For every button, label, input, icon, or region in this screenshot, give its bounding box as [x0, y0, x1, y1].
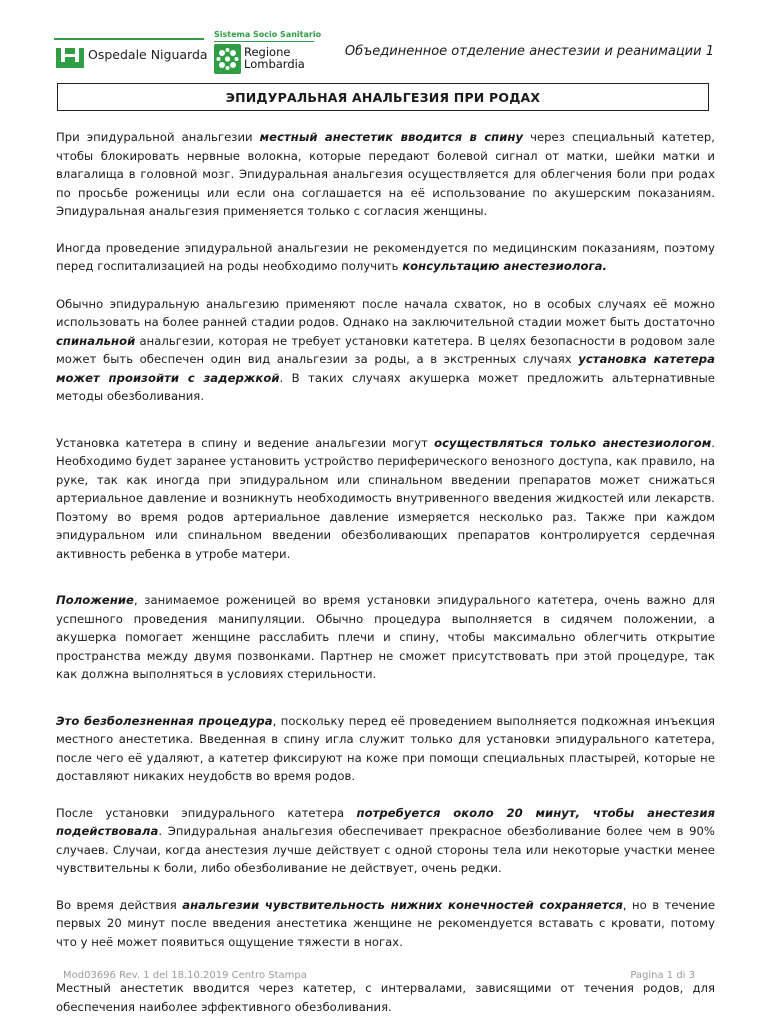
paragraph [56, 239, 715, 276]
body-text: анальгезии, которая не требует установки катетера. В целях безопасности в родовом зале может быть обеспечен один вид анальгезии за роды, а в экстренных случаях [56, 333, 715, 366]
department-name: Объединенное отделение анестезии и реанимации 1 [344, 44, 714, 59]
paragraph [56, 979, 715, 1016]
document-title: ЭПИДУРАЛЬНАЯ АНАЛЬГЕЗИЯ ПРИ РОДАХ [225, 89, 541, 105]
emphasis-text: Это безболезненная процедура [56, 713, 273, 728]
paragraph [56, 295, 715, 406]
emphasis-text: Положение [56, 593, 134, 607]
emphasis-text: осуществляться только анестезиологом [434, 435, 712, 450]
paragraph [56, 712, 715, 786]
body-text: При эпидуральной анальгезии [56, 130, 260, 144]
body-text: через специальный катетер, чтобы блокировать нервные волокна, которые передают болевой сигнал от матки, шейки матки и влагалища в головной мозг. Эпидуральная анальгезия осуществляется для облегчения боли при родах по просьбе роженицы или если она соглашается на её использование по акушерским показаниям. Эпидуральная анальгезия применяется только с согласия женщины. [56, 130, 715, 218]
body-text: Иногда проведение эпидуральной анальгезии не рекомендуется по медицинским показаниям, поэтому перед госпитализацией на роды необходимо получить [56, 240, 715, 273]
body-text: . В таких случаях акушерка может предложить альтернативные методы обезболивания. [56, 370, 715, 403]
niguarda-brand [54, 28, 214, 74]
hospital-name: Ospedale Niguarda [88, 47, 208, 62]
body-text: . Необходимо будет заранее установить устройство периферического венозного доступа, как правило, на руке, так как иногда при эпидуральном или спинальном введении препаратов может снижаться артериальное давление и возникнуть необходимость внутривенного введения жидкостей или лекарств. Поэтому во время родов артериальное давление измеряется несколько раз. Также при каждом эпидуральном или спинальном введении обезболивающих препаратов контролируется сердечная активность ребенка в утробе матери. [56, 435, 715, 561]
document-title-box [57, 83, 709, 111]
region-name-line2: Lombardia [244, 57, 305, 71]
niguarda-green-rule [54, 38, 204, 40]
document-body [56, 128, 715, 1016]
emphasis-text: анальгезии чувствительность нижних конечностей сохраняется [182, 897, 623, 912]
emphasis-text: местный анестетик вводится в спину [259, 130, 524, 144]
niguarda-logo-icon [56, 46, 84, 68]
system-label: Sistema Socio Sanitario [214, 30, 322, 39]
paragraph [56, 128, 715, 221]
body-text: , занимаемое роженицей во время установки эпидурального катетера, очень важно для успешного проведения манипуляции. Обычно процедура выполняется в сидячем положении, а акушерка помогает женщине расслабить плечи и спину, чтобы максимально облегчить открытие пространства между двумя позвонками. Партнер не сможет присутствовать при этой процедуре, так как должна выполняться в условиях стерильности. [56, 593, 715, 681]
emphasis-text: спинальной [56, 333, 136, 348]
body-text: , поскольку перед её проведением выполняется подкожная инъекция местного анестетика. Введенная в спину игла служит только для установки эпидурального катетера, после чего её удаляют, а катетер фиксируют на коже при помощи специальных пластырей, которые не доставляют никаких неудобств во время родов. [56, 713, 716, 783]
body-text: Во время действия [56, 897, 183, 912]
body-text: После установки эпидурального катетера [56, 805, 357, 820]
system-green-rule [214, 41, 314, 42]
page-header [54, 28, 714, 78]
paragraph [56, 434, 715, 564]
body-text: Местный анестетик вводится через катетер, с интервалами, зависящими от течения родов, для обеспечения наиболее эффективного обезболивания. [56, 981, 715, 1014]
paragraph [56, 896, 715, 952]
body-text: Обычно эпидуральную анальгезию применяют после начала схваток, но в особых случаях её можно использовать на более ранней стадии родов. Однако на заключительной стадии может быть достаточно [56, 296, 715, 329]
paragraph [56, 591, 715, 684]
body-text: Установка катетера в спину и ведение анальгезии могут [56, 435, 435, 450]
body-text: , но в течение первых 20 минут после введения анестетика женщине не рекомендуется вставать с кровати, потому что у неё может появиться ощущение тяжести в ногах. [56, 897, 716, 949]
emphasis-text: консультацию анестезиолога. [402, 259, 607, 273]
page-number: Pagina 1 di 3 [630, 970, 695, 981]
emphasis-text: потребуется около 20 минут, чтобы анестезия подействовала [56, 805, 715, 838]
region-name-line1: Regione [244, 45, 291, 59]
paragraph [56, 804, 715, 878]
lombardia-rose-icon [214, 44, 241, 74]
region-name [244, 46, 305, 70]
region-brand [214, 28, 324, 78]
emphasis-text: установка катетера может произойти с задержкой [56, 352, 715, 385]
document-code: Mod03696 Rev. 1 del 18.10.2019 Centro Stampa [63, 970, 307, 981]
body-text: . Эпидуральная анальгезия обеспечивает прекрасное обезболивание более чем в 90% случаев. Случаи, когда анестезия лучше действует с одной стороны тела или некоторые участки менее чувствительны к боли, либо обезболивание не действует, очень редки. [56, 824, 715, 875]
